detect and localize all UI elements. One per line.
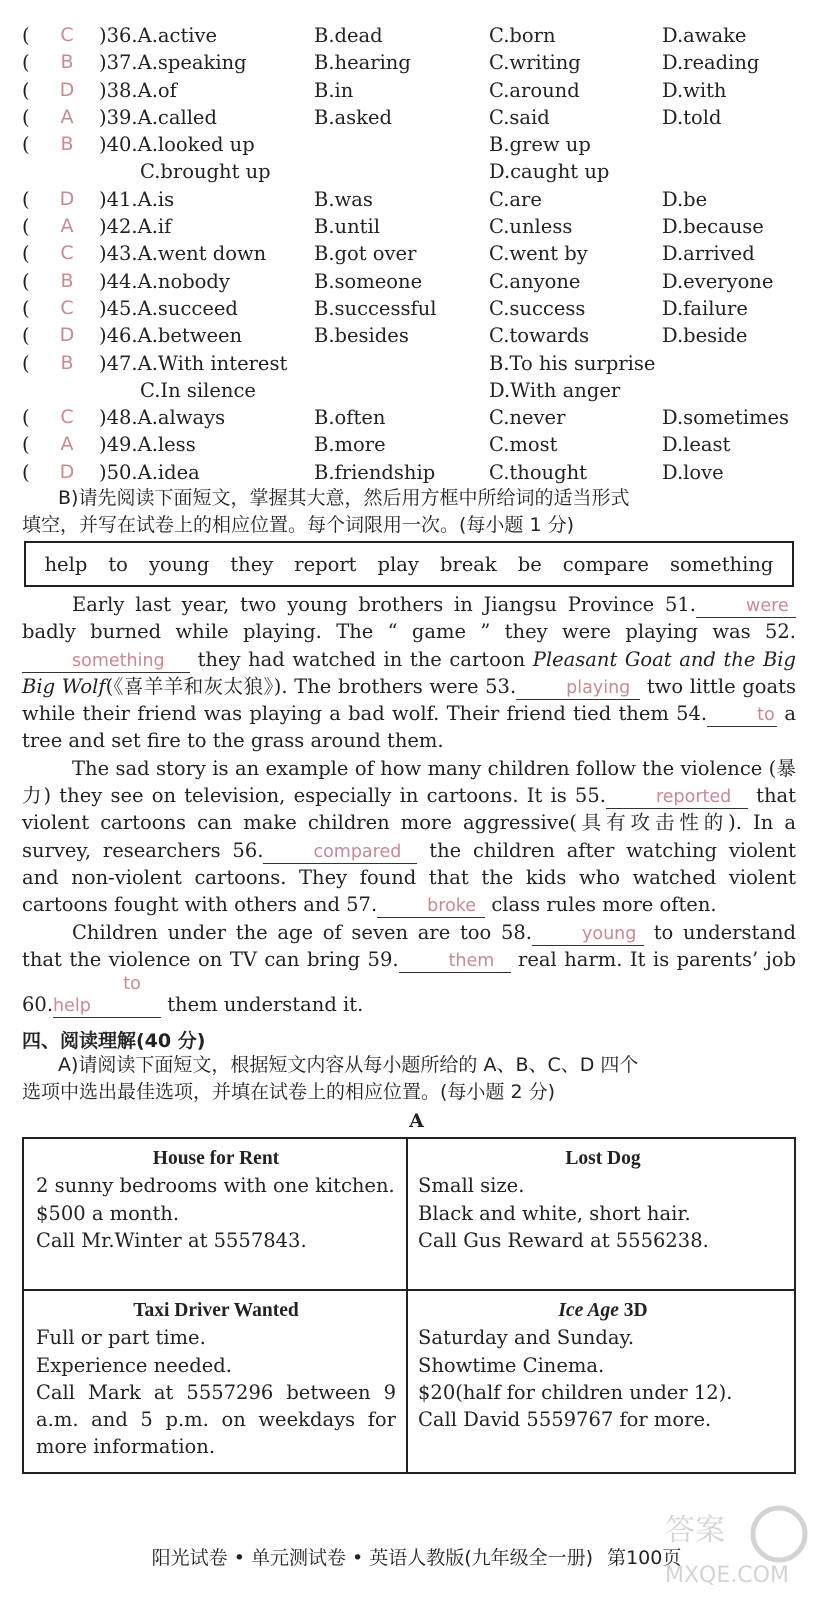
paren-open: ( (22, 433, 30, 457)
instruction-line: 填空，并写在试卷上的相应位置。每个词限用一次。(每小题 1 分) (22, 514, 574, 536)
answer-blank-51: were (696, 595, 796, 618)
answer-mark: B (60, 269, 74, 292)
table-divider (406, 1139, 408, 1472)
ad-taxi-driver (36, 1297, 396, 1461)
question-row (22, 158, 812, 185)
table-divider (24, 1289, 794, 1291)
option-a: A.of (137, 78, 177, 102)
answer-mark: D (59, 460, 75, 483)
answer-mark: C (60, 296, 74, 319)
option-c: C.never (489, 406, 566, 430)
passage-text: the children after watching violent and non-violent cartoons. They found that the kids who watched violent cartoons fought with others and 57. (22, 838, 797, 917)
option-a: A.looked up (137, 133, 255, 157)
question-number: )43.A.went down (99, 242, 267, 266)
ad-ice-age (418, 1297, 788, 1433)
option-a: A.With interest (137, 351, 288, 375)
passage-paragraph (22, 755, 796, 919)
ad-line: Black and white, short hair. (418, 1201, 691, 1225)
passage-text: two little goats while their friend was playing a bad wolf. Their friend tied them 54. (22, 674, 797, 726)
ad-title: Lost Dog (565, 1148, 641, 1169)
passage-paragraph (22, 919, 796, 1019)
passage-text: real harm. It is parents’ job 60. (22, 947, 797, 1017)
passage-text: (《喜羊羊和灰太狼》). The brothers were 53. (105, 674, 517, 698)
option-d: D.because (662, 215, 764, 239)
answer-mark: C (60, 24, 74, 46)
option-c: C.success (489, 296, 586, 320)
passage-paragraph (22, 591, 796, 755)
ad-line: Call Mark at 5557296 between 9 a.m. and 5 p.m. on weekdays for more information. (36, 1380, 396, 1459)
paren-open: ( (22, 296, 30, 320)
option-c-continued: C.brought up (140, 160, 271, 184)
ad-line: Small size. (418, 1174, 525, 1198)
question-number-text: 49. (106, 433, 138, 457)
watermark-logo-icon (661, 1500, 811, 1590)
paren-open: ( (22, 351, 30, 375)
answer-blank-60: to help (53, 973, 161, 1018)
word-bank-item: break (439, 552, 497, 576)
option-a: A.is (137, 187, 175, 211)
paren-open: ( (22, 105, 30, 129)
option-d: D.love (662, 460, 724, 484)
option-b: B.until (314, 215, 380, 239)
answer-mark: C (60, 242, 74, 265)
passage-text: they had watched in the cartoon (190, 647, 533, 671)
passage-text: a tree and set fire to the grass around them. (22, 702, 796, 753)
question-number-text: 42. (106, 215, 138, 239)
question-row (22, 186, 812, 213)
option-b: B.dead (314, 24, 383, 47)
paren-open: ( (22, 51, 30, 75)
option-b: B.more (314, 433, 386, 457)
paren-open: ( (22, 460, 30, 484)
ad-line: $500 a month. (36, 1201, 180, 1225)
paren-open: ( (22, 133, 30, 157)
option-b: B.got over (314, 242, 417, 266)
option-a: A.between (137, 324, 243, 348)
option-b: B.asked (314, 105, 392, 129)
option-a: A.idea (137, 460, 200, 484)
option-d: D.awake (662, 24, 747, 47)
question-row (22, 431, 812, 458)
answer-mark: B (60, 51, 74, 74)
ads-table (22, 1137, 796, 1474)
question-row (22, 22, 812, 49)
question-number-text: 48. (106, 406, 138, 430)
option-a: A.nobody (137, 269, 230, 293)
movie-format: 3D (618, 1300, 648, 1321)
ad-line: 2 sunny bedrooms with one kitchen. (36, 1174, 395, 1198)
option-c: C.around (489, 78, 580, 102)
word-bank-item: something (669, 552, 774, 576)
question-number: )48.A.always (99, 406, 226, 430)
option-d: D.failure (662, 296, 748, 320)
answer-mark: D (59, 78, 75, 101)
paren-open: ( (22, 324, 30, 348)
question-number: )42.A.if (99, 215, 172, 239)
passage-text: Children under the age of seven are too 58. (72, 920, 533, 944)
ad-lost-dog (418, 1145, 788, 1254)
section-a-instructions (22, 1052, 812, 1106)
ad-title: Taxi Driver Wanted (133, 1300, 299, 1321)
option-b: B.hearing (314, 51, 411, 75)
option-c: C.unless (489, 215, 573, 239)
option-d: D.beside (662, 324, 748, 348)
option-a: A.always (137, 406, 226, 430)
question-row (22, 104, 812, 131)
option-d: D.be (662, 187, 708, 211)
question-number-text: 36. (106, 24, 138, 47)
word-bank-item: young (148, 552, 210, 576)
option-c: C.said (489, 105, 550, 129)
passage-text: Early last year, two young brothers in Jiangsu Province 51. (72, 593, 696, 616)
ad-line: Call Gus Reward at 5556238. (418, 1228, 709, 1252)
ad-line: Experience needed. (36, 1353, 232, 1377)
paren-open: ( (22, 78, 30, 102)
option-c-continued: C.In silence (140, 378, 256, 402)
option-d: D.least (662, 433, 731, 457)
question-number: )41.A.is (99, 187, 175, 211)
option-c: C.born (489, 24, 556, 47)
paren-open: ( (22, 215, 30, 239)
answer-mark: D (59, 187, 75, 210)
answer-mark: D (59, 324, 75, 347)
ad-line: Call Mr.Winter at 5557843. (36, 1228, 307, 1252)
word-bank-box (24, 541, 794, 587)
passage-text: class rules more often. (485, 893, 717, 917)
multiple-choice-list (22, 22, 812, 486)
word-bank-item: report (294, 552, 357, 576)
passage-letter: A (409, 1110, 424, 1132)
answer-blank-57: broke (377, 895, 485, 918)
option-b: B.someone (314, 269, 423, 293)
answer-blank-54: to (707, 704, 777, 727)
option-c: D.With anger (489, 378, 621, 402)
word-bank-item: play (377, 552, 419, 576)
option-d: D.sometimes (662, 406, 790, 430)
question-row (22, 131, 812, 158)
answer-mark: B (60, 133, 74, 156)
option-a: A.active (137, 24, 218, 47)
question-number: )39.A.called (99, 105, 217, 129)
question-number: )49.A.less (99, 433, 196, 457)
paren-open: ( (22, 269, 30, 293)
option-c: B.grew up (489, 133, 591, 157)
question-number-text: 43. (106, 242, 138, 266)
question-row (22, 377, 812, 404)
instruction-line: 选项中选出最佳选项，并填在试卷上的相应位置。(每小题 2 分) (22, 1081, 555, 1103)
section-b-instructions (22, 485, 812, 539)
question-row (22, 459, 812, 486)
option-d: D.reading (662, 51, 760, 75)
ad-line: $20(half for children under 12). (418, 1380, 733, 1404)
footer-title: 阳光试卷 • 单元测试卷 • 英语人教版(九年级全一册) (151, 1547, 594, 1569)
question-row (22, 404, 812, 431)
answer-blank-56: compared (263, 841, 417, 864)
option-c: C.writing (489, 51, 581, 75)
passage-text: that violent cartoons can make children more aggressive(具有攻击性的). In a survey, researchers 56. (22, 784, 796, 862)
option-b: B.was (314, 187, 373, 211)
paren-open: ( (22, 406, 30, 430)
question-row (22, 350, 812, 377)
paren-open: ( (22, 242, 30, 266)
word-bank-item: to (108, 552, 128, 576)
option-b: B.friendship (314, 460, 436, 484)
question-number-text: 41. (106, 187, 138, 211)
page-number: 第100页 (607, 1547, 682, 1569)
option-a: A.speaking (137, 51, 247, 75)
option-a: A.if (137, 215, 172, 239)
word-bank-item: they (230, 552, 274, 576)
question-number: )40.A.looked up (99, 133, 255, 157)
option-c: C.most (489, 433, 558, 457)
paren-open: ( (22, 187, 30, 211)
question-row (22, 322, 812, 349)
passage-text: The sad story is an example of how many children follow the violence (暴力) they see on television, especially in cartoons. It is 55. (22, 756, 796, 808)
option-c: B.To his surprise (489, 351, 656, 375)
answer-mark: B (60, 351, 74, 374)
word-bank-item: help (44, 552, 88, 576)
svg-text:答案: 答案 (665, 1513, 725, 1548)
option-b: B.besides (314, 324, 409, 348)
answer-mark: C (60, 406, 74, 429)
option-a: A.less (137, 433, 196, 457)
question-number-text: 50. (106, 460, 138, 484)
question-number: )50.A.idea (99, 460, 200, 484)
answer-blank-55: reported (606, 786, 748, 809)
question-number: )46.A.between (99, 324, 243, 348)
answer-mark: A (60, 105, 74, 128)
question-number-text: 40. (106, 133, 138, 157)
ad-line: Full or part time. (36, 1326, 206, 1350)
option-a: A.succeed (137, 296, 238, 320)
option-d: D.with (662, 78, 727, 102)
question-number: )38.A.of (99, 78, 177, 102)
option-c: C.thought (489, 460, 587, 484)
ad-line: Showtime Cinema. (418, 1353, 605, 1377)
option-d: D.arrived (662, 242, 755, 266)
option-b: B.successful (314, 296, 437, 320)
answer-blank-52: something (22, 650, 190, 673)
option-c: C.anyone (489, 269, 581, 293)
question-number-text: 44. (106, 269, 138, 293)
question-row (22, 240, 812, 267)
ad-line: Saturday and Sunday. (418, 1326, 635, 1350)
question-row (22, 49, 812, 76)
cloze-passage (22, 591, 796, 1018)
cartoon-title: Pleasant Goat and the Big Big Wolf (22, 647, 796, 698)
option-c: C.went by (489, 242, 588, 266)
watermark-text: MXQE.COM (665, 1563, 789, 1588)
option-c: C.are (489, 187, 542, 211)
paren-open: ( (22, 24, 30, 47)
question-number-text: 38. (106, 78, 138, 102)
ad-title (418, 1297, 788, 1324)
question-number-text: 46. (106, 324, 138, 348)
answer-mark: A (60, 215, 74, 238)
question-number-text: 47. (106, 351, 138, 375)
passage-text: them understand it. (161, 993, 364, 1017)
ad-house-for-rent (36, 1145, 396, 1254)
question-number: )44.A.nobody (99, 269, 230, 293)
option-c: C.towards (489, 324, 590, 348)
answer-blank-59: them (399, 950, 511, 973)
option-b: B.in (314, 78, 354, 102)
question-number-text: 39. (106, 105, 138, 129)
instruction-line: B)请先阅读下面短文，掌握其大意，然后用方框中所给词的适当形式 (58, 487, 630, 509)
ad-line: Call David 5559767 for more. (418, 1408, 712, 1432)
question-number: )36.A.active (99, 24, 218, 47)
passage-text: badly burned while playing. The “ game ” they were playing was 52. (22, 620, 796, 644)
instruction-line: A)请阅读下面短文，根据短文内容从每小题所给的 A、B、C、D 四个 (58, 1054, 639, 1076)
option-b: B.often (314, 406, 386, 430)
question-number: )37.A.speaking (99, 51, 247, 75)
answer-blank-58: young (532, 923, 644, 946)
movie-title: Ice Age (558, 1300, 619, 1321)
question-number-text: 45. (106, 296, 138, 320)
section-heading: 四、阅读理解(40 分) (22, 1030, 206, 1052)
word-bank-item: be (517, 552, 542, 576)
question-row (22, 77, 812, 104)
option-c: D.caught up (489, 160, 610, 184)
option-d: D.told (662, 105, 722, 129)
answer-mark: A (60, 433, 74, 456)
passage-text: to understand that the violence on TV can bring 59. (22, 920, 796, 971)
ad-title: House for Rent (152, 1148, 280, 1169)
option-a: A.went down (137, 242, 267, 266)
option-a: A.called (137, 105, 217, 129)
option-d: D.everyone (662, 269, 774, 293)
question-number: )47.A.With interest (99, 351, 288, 375)
question-row (22, 213, 812, 240)
question-row (22, 295, 812, 322)
word-bank-item: compare (562, 552, 649, 576)
answer-blank-53: playing (516, 677, 640, 700)
question-number-text: 37. (106, 51, 138, 75)
question-number: )45.A.succeed (99, 296, 238, 320)
question-row (22, 268, 812, 295)
